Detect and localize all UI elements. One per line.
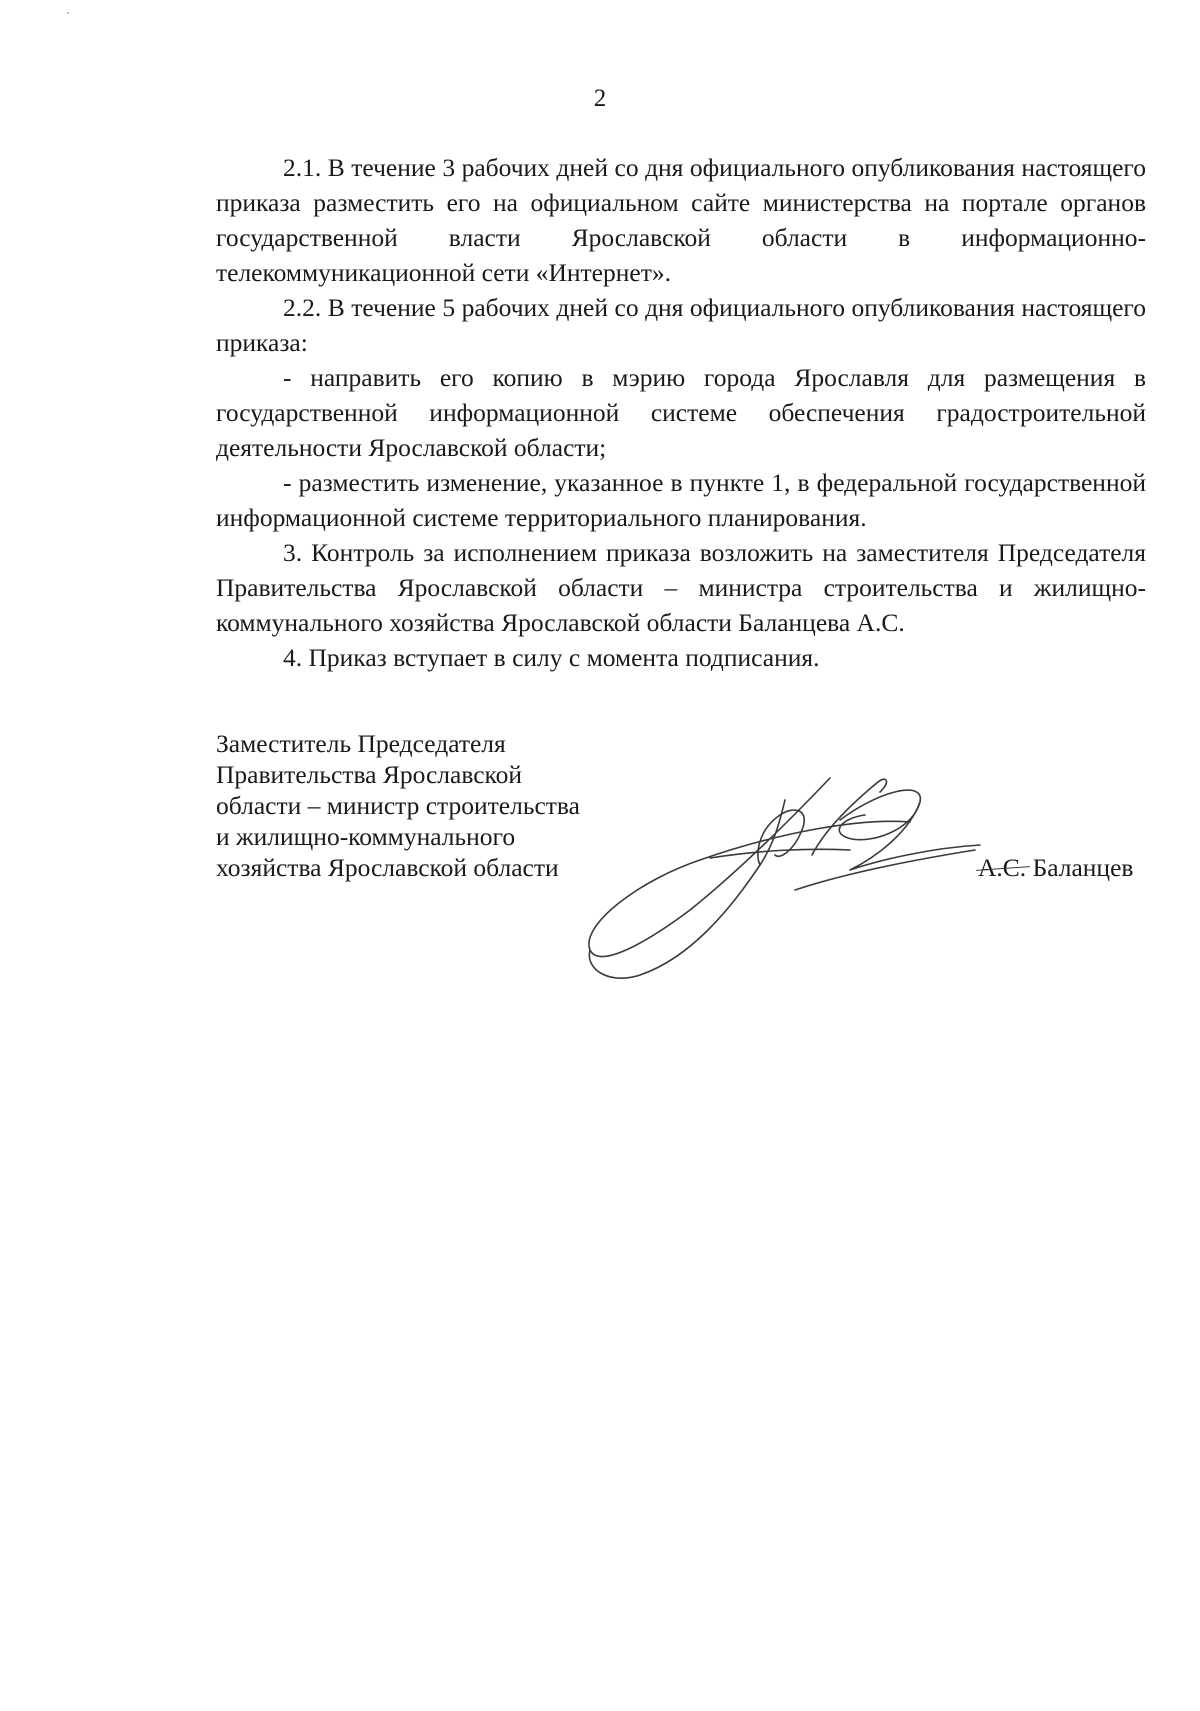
position-line: Заместитель Председателя bbox=[216, 729, 506, 758]
document-body bbox=[216, 150, 1146, 675]
position-line: хозяйства Ярославской области bbox=[216, 853, 559, 882]
handwritten-signature bbox=[580, 760, 1000, 1000]
signer-initials: А.С. bbox=[978, 853, 1027, 882]
paragraph-3: 3. Контроль за исполнением приказа возложить на заместителя Председателя Правительства Ярославской области – министра строительства и жилищно-коммунального хозяйства Ярославской области Баланцева А.С. bbox=[216, 538, 1146, 637]
paragraph-2-2: 2.2. В течение 5 рабочих дней со дня официального опубликования настоящего приказа: bbox=[216, 293, 1146, 357]
signer-surname: Баланцев bbox=[1032, 853, 1134, 882]
signer-name bbox=[978, 852, 1133, 883]
position-line: области – министр строительства bbox=[216, 791, 580, 820]
signatory-position bbox=[216, 728, 636, 883]
paragraph-2-2-item-2: - разместить изменение, указанное в пункте 1, в федеральной государственной информационной системе территориального планирования. bbox=[216, 468, 1146, 532]
position-line: и жилищно-коммунального bbox=[216, 822, 516, 851]
page-number: 2 bbox=[593, 85, 607, 112]
paragraph-2-1: 2.1. В течение 3 рабочих дней со дня официального опубликования настоящего приказа разместить его на официальном сайте министерства на портале органов государственной власти Ярославской области в информационно-телекоммуникационной сети «Интернет». bbox=[216, 153, 1146, 287]
paragraph-4: 4. Приказ вступает в силу с момента подписания. bbox=[283, 643, 820, 672]
paragraph-2-2-item-1: - направить его копию в мэрию города Ярославля для размещения в государственной информационной системе обеспечения градостроительной деятельности Ярославской области; bbox=[216, 363, 1146, 462]
position-line: Правительства Ярославской bbox=[216, 760, 523, 789]
scan-artifact bbox=[67, 12, 69, 14]
